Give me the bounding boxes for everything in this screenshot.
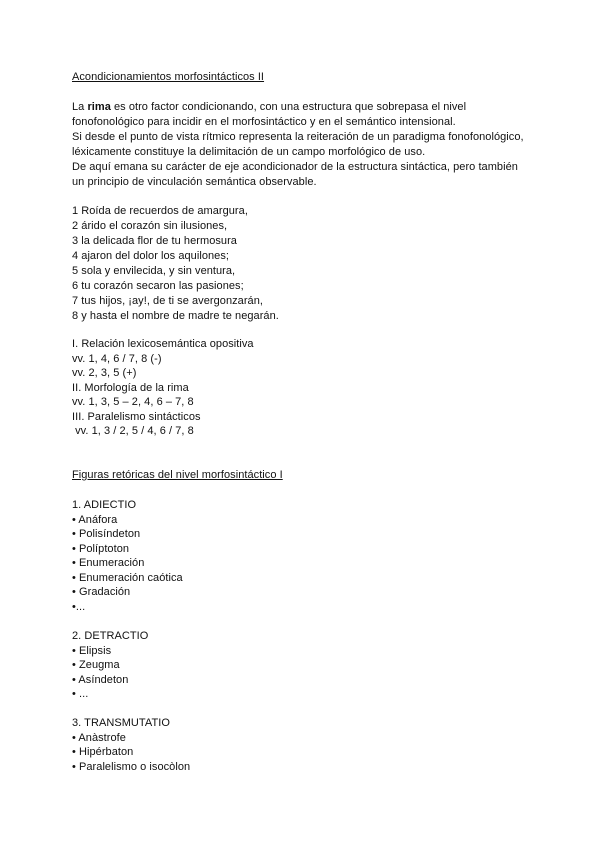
list-item: • Políptoton (72, 543, 130, 555)
list-item: • Polisíndeton (72, 528, 141, 540)
list-item: • Asíndeton (72, 674, 129, 686)
paragraph-line: Si desde el punto de vista rítmico representa la reiteración de un paradigma fonofonológico, (72, 131, 524, 143)
bold-term-rima: rima (87, 101, 111, 113)
paragraph-line: De aquí emana su carácter de eje acondicionador de la estructura sintáctica, pero también (72, 161, 518, 173)
group-title-transmutatio: 3. TRANSMUTATIO (72, 717, 170, 729)
list-item: • Enumeración (72, 557, 145, 569)
list-item: • Anáfora (72, 514, 118, 526)
paragraph-line: fonofonológico para incidir en el morfosintáctico y en el semántico intensional. (72, 116, 456, 128)
text-fragment: La (72, 101, 88, 113)
group-title-adiectio: 1. ADIECTIO (72, 499, 137, 511)
section-heading-acondicionamientos: Acondicionamientos morfosintácticos II (72, 71, 265, 83)
poem-line: 4 ajaron del dolor los aquilones; (72, 250, 229, 262)
list-item: • ... (72, 688, 89, 700)
poem-line: 7 tus hijos, ¡ay!, de ti se avergonzarán, (72, 295, 263, 307)
poem-line: 8 y hasta el nombre de madre te negarán. (72, 310, 279, 322)
poem-line: 2 árido el corazón sin ilusiones, (72, 220, 228, 232)
list-item: •... (72, 601, 86, 613)
list-item: • Paralelismo o isocòlon (72, 761, 191, 773)
analysis-line: vv. 1, 3, 5 – 2, 4, 6 – 7, 8 (72, 396, 194, 408)
paragraph-line: léxicamente constituye la delimitación de un campo morfológico de uso. (72, 146, 426, 158)
list-item: • Elipsis (72, 645, 112, 657)
analysis-line: III. Paralelismo sintácticos (72, 411, 201, 423)
list-item: • Hipérbaton (72, 746, 134, 758)
poem-line: 5 sola y envilecida, y sin ventura, (72, 265, 236, 277)
list-item: • Gradación (72, 586, 131, 598)
list-item: • Zeugma (72, 659, 120, 671)
group-title-detractio: 2. DETRACTIO (72, 630, 149, 642)
paragraph-line (72, 100, 466, 114)
analysis-line: II. Morfología de la rima (72, 382, 189, 394)
poem-line: 6 tu corazón secaron las pasiones; (72, 280, 244, 292)
poem-line: 1 Roída de recuerdos de amargura, (72, 205, 248, 217)
analysis-line: vv. 1, 3 / 2, 5 / 4, 6 / 7, 8 (72, 425, 194, 437)
section-heading-figuras: Figuras retóricas del nivel morfosintáctico I (72, 469, 283, 481)
paragraph-line: un principio de vinculación semántica observable. (72, 176, 317, 188)
analysis-line: vv. 2, 3, 5 (+) (72, 367, 137, 379)
poem-line: 3 la delicada flor de tu hermosura (72, 235, 237, 247)
list-item: • Enumeración caótica (72, 572, 183, 584)
list-item: • Anàstrofe (72, 732, 126, 744)
text-fragment: es otro factor condicionando, con una estructura que sobrepasa el nivel (110, 101, 467, 113)
analysis-line: vv. 1, 4, 6 / 7, 8 (-) (72, 353, 162, 365)
analysis-line: I. Relación lexicosemántica opositiva (72, 338, 254, 350)
